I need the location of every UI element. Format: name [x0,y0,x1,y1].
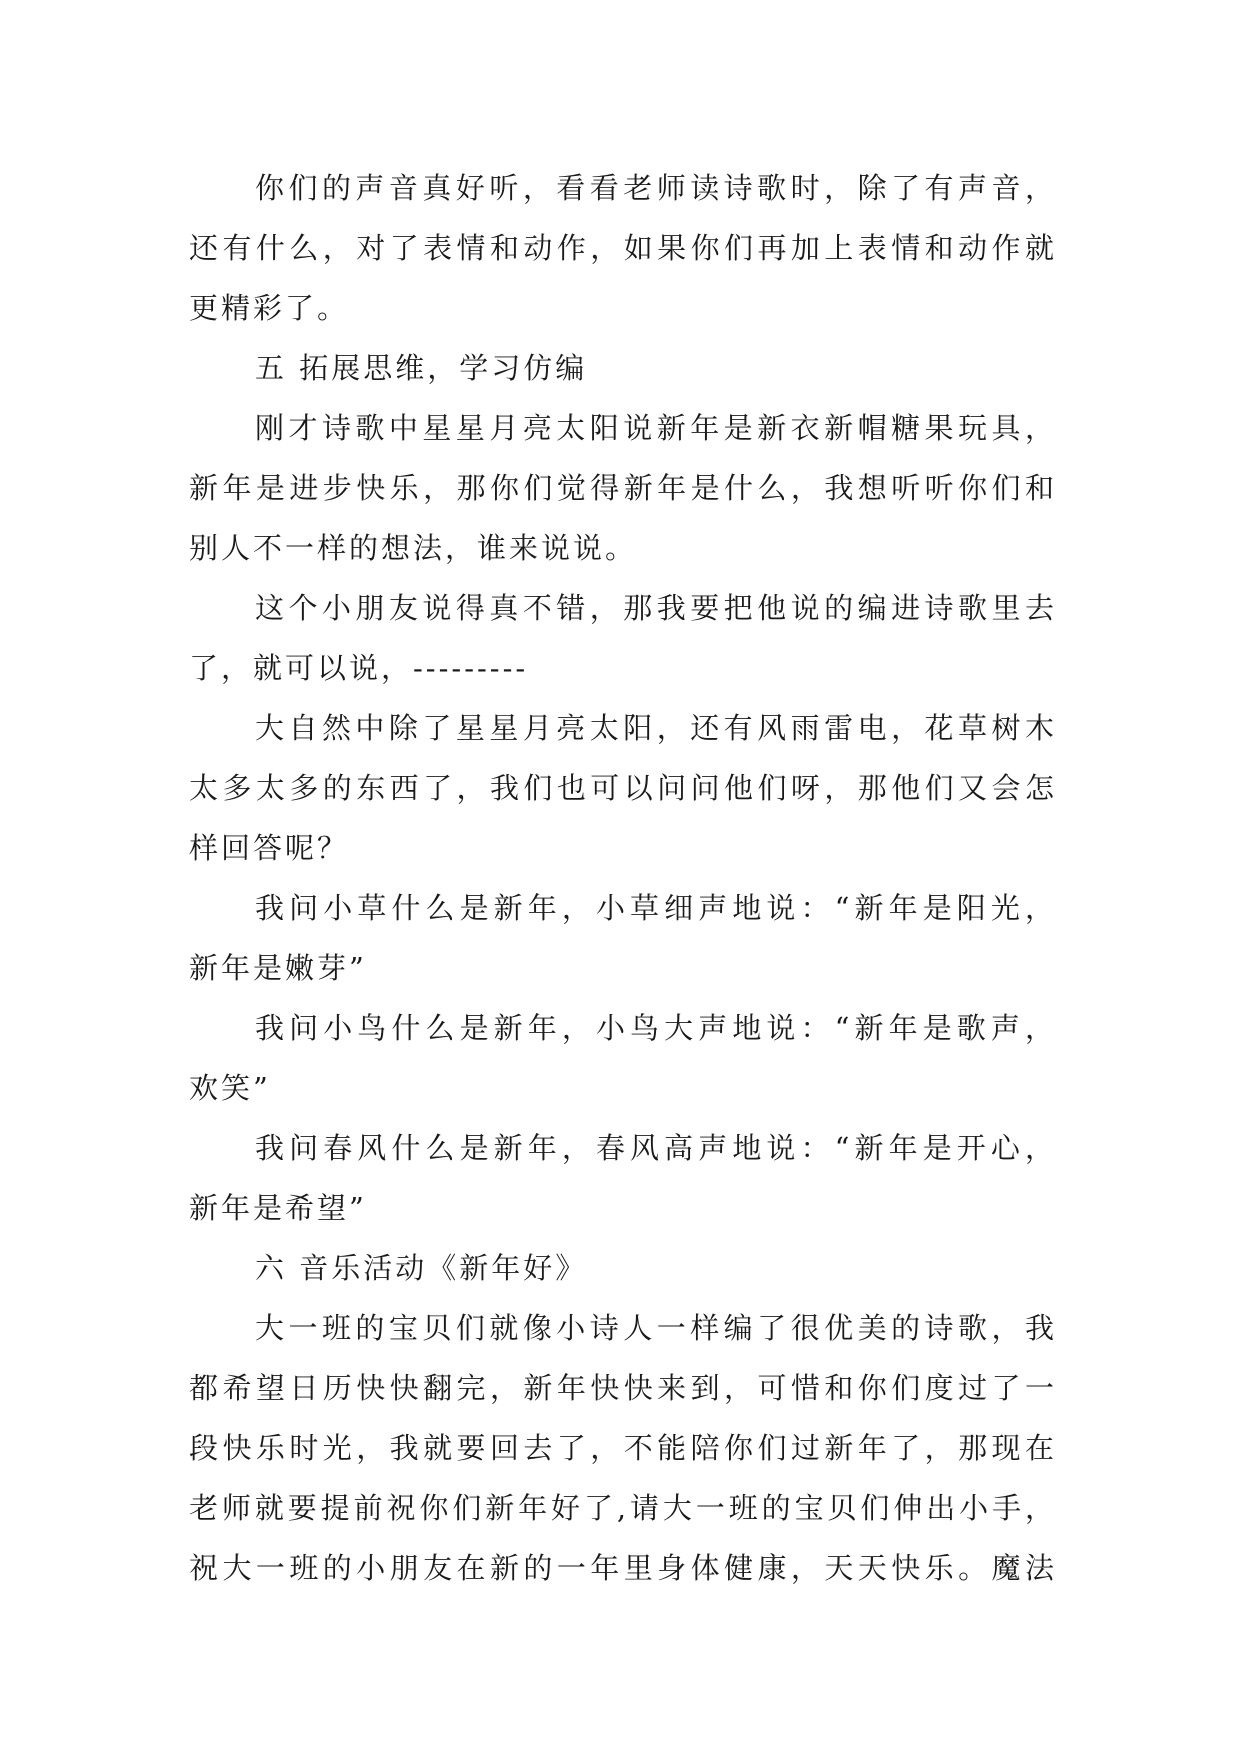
text-line: 太多太多的东西了，我们也可以问问他们呀，那他们又会怎 [189,771,1057,805]
text-line: 还有什么，对了表情和动作，如果你们再加上表情和动作就 [189,231,1057,265]
text-line: 新年是希望” [189,1191,367,1225]
section-heading: 五 拓展思维，学习仿编 [255,351,588,385]
section-heading: 六 音乐活动《新年好》 [255,1251,588,1285]
text-line: 我问春风什么是新年，春风高声地说：“新年是开心， [255,1131,1057,1165]
text-line: 别人不一样的想法，谁来说说。 [189,531,638,565]
text-line: 都希望日历快快翻完，新年快快来到，可惜和你们度过了一 [189,1371,1057,1405]
text-line: 你们的声音真好听，看看老师读诗歌时，除了有声音， [255,171,1057,205]
text-line: 更精彩了。 [189,291,350,325]
text-line: 我问小草什么是新年，小草细声地说：“新年是阳光， [255,891,1057,925]
text-line: 了，就可以说，--------- [189,651,529,685]
document-body [189,158,1057,1598]
text-line: 大自然中除了星星月亮太阳，还有风雨雷电，花草树木 [255,711,1057,745]
text-line: 新年是进步快乐，那你们觉得新年是什么，我想听听你们和 [189,471,1057,505]
text-line: 这个小朋友说得真不错，那我要把他说的编进诗歌里去 [255,591,1057,625]
text-line: 大一班的宝贝们就像小诗人一样编了很优美的诗歌，我 [255,1311,1057,1345]
text-line: 样回答呢？ [189,831,350,865]
text-line: 欢笑” [189,1071,271,1105]
text-line: 老师就要提前祝你们新年好了,请大一班的宝贝们伸出小手， [189,1491,1057,1525]
text-line: 段快乐时光，我就要回去了，不能陪你们过新年了，那现在 [189,1431,1057,1465]
text-line: 我问小鸟什么是新年，小鸟大声地说：“新年是歌声， [255,1011,1057,1045]
text-line: 刚才诗歌中星星月亮太阳说新年是新衣新帽糖果玩具， [255,411,1057,445]
text-line: 新年是嫩芽” [189,951,367,985]
text-line: 祝大一班的小朋友在新的一年里身体健康，天天快乐。魔法 [189,1551,1057,1585]
